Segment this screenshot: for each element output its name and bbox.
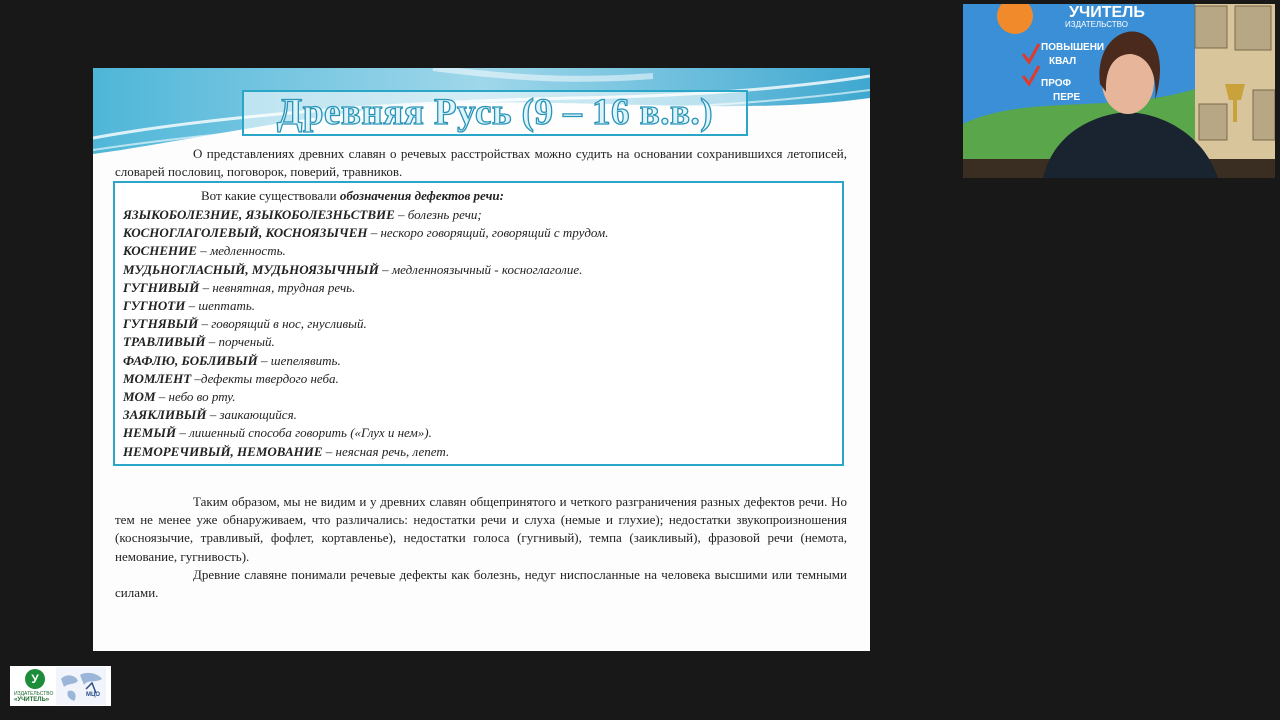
speech-defects-box [113,181,844,466]
defect-description: – неясная речь, лепет. [322,443,450,459]
defect-description: – медленность. [196,243,286,259]
mco-label: МЦО [86,692,101,698]
defect-item [123,370,608,388]
presenter-video-frame [963,4,1275,178]
defects-heading-prefix: Вот какие существовали [201,188,340,203]
defect-term: ФАФЛЮ, БОБЛИВЫЙ [123,352,258,368]
defect-term: КОСНОГЛАГОЛЕВЫЙ, КОСНОЯЗЫЧЕН [123,225,368,241]
defect-term: ГУГНЯВЫЙ [123,316,199,332]
defect-term: ЗАЯКЛИВЫЙ [123,407,207,423]
defect-term: МОМЛЕНТ [123,370,192,386]
defect-item [123,261,608,279]
defect-term: МУДЬНОГЛАСНЫЙ, МУДЬНОЯЗЫЧНЫЙ [123,261,379,277]
publisher-logo [10,666,111,706]
defect-term: НЕМЫЙ [123,425,177,441]
defect-term: КОСНЕНИЕ [123,243,197,259]
defect-description: – медленноязычный - косноглаголие. [378,261,583,277]
video-banner-line-2: КВАЛ [1049,56,1077,67]
video-banner-brand: УЧИТЕЛЬ [1069,4,1145,21]
defects-heading [201,188,504,204]
defect-item [123,388,608,406]
presenter-video [963,4,1275,178]
defect-item [123,352,608,370]
conclusion-text [115,493,847,602]
defect-item [123,406,608,424]
defect-term: МОМ [123,389,156,405]
video-banner-line-1: ПОВЫШЕНИ [1041,42,1105,53]
defect-term: ТРАВЛИВЫЙ [123,334,206,350]
defect-description: – болезнь речи; [394,207,482,222]
defect-description: – нескоро говорящий, говорящий с трудом. [367,225,609,241]
defect-description: – шептать. [185,298,255,314]
defect-description: – небо во рту. [155,389,236,405]
defect-item [123,333,608,351]
defect-item [123,206,608,224]
defect-item [123,242,608,260]
defect-description: – лишенный способа говорить («Глух и нем»). [176,425,432,441]
video-banner-line-3: ПРОФ [1041,78,1072,89]
defect-item [123,443,608,461]
globe-map-icon [56,667,106,705]
defects-heading-emphasis: обозначения дефектов речи: [339,188,504,203]
defect-description: – невнятная, трудная речь. [199,279,356,295]
defect-term: НЕМОРЕЧИВЫЙ, НЕМОВАНИЕ [123,443,323,459]
defect-item [123,279,608,297]
defect-item [123,315,608,333]
defect-item [123,297,608,315]
conclusion-paragraph-2: Древние славяне понимали речевые дефекты как болезнь, недуг ниспосланные на человека высшими или темными силами. [115,566,847,601]
defect-description: – порченый. [205,334,275,350]
defect-description: – заикающийся. [206,407,297,423]
slide-title: Древняя Русь (9 – 16 в.в.) [242,90,748,136]
publisher-logo-emblem: У [25,669,45,689]
defect-description: – говорящий в нос, гнусливый. [198,316,367,332]
video-banner-line-4: ПЕРЕ [1053,92,1081,103]
conclusion-paragraph-1: Таким образом, мы не видим и у древних славян общепринятого и четкого разграничения разных дефектов речи. Но тем не менее уже обнаруживаем, что различались: недостатки речи и слуха (немые и глухие); недостатки звукопроизношения (косноязычие, травливый, фофлет, кортавленье), недостатки голоса (гугнивый), темпа (заикливый), фразовой речи (немота, немование, гугнивость). [115,494,847,564]
defect-item [123,424,608,442]
defect-description: – шепелявить. [257,352,341,368]
defect-term: ЯЗЫКОБОЛЕЗНИЕ, ЯЗЫКОБОЛЕЗНЬСТВИЕ [123,207,395,222]
defect-item [123,224,608,242]
defect-term: ГУГНОТИ [123,298,186,314]
publisher-logo-caption: ИЗДАТЕЛЬСТВО [14,691,54,697]
publisher-logo-name: «УЧИТЕЛЬ» [14,697,50,703]
video-banner-publisher: ИЗДАТЕЛЬСТВО [1065,20,1128,29]
presentation-slide [93,68,870,651]
defect-description: –дефекты твердого неба. [191,370,339,386]
intro-paragraph: О представлениях древних славян о речевых расстройствах можно судить на основании сохранившихся летописей, словарей пословиц, поговорок, поверий, травников. [115,146,847,179]
defects-list [123,206,608,461]
defect-term: ГУГНИВЫЙ [123,279,200,295]
